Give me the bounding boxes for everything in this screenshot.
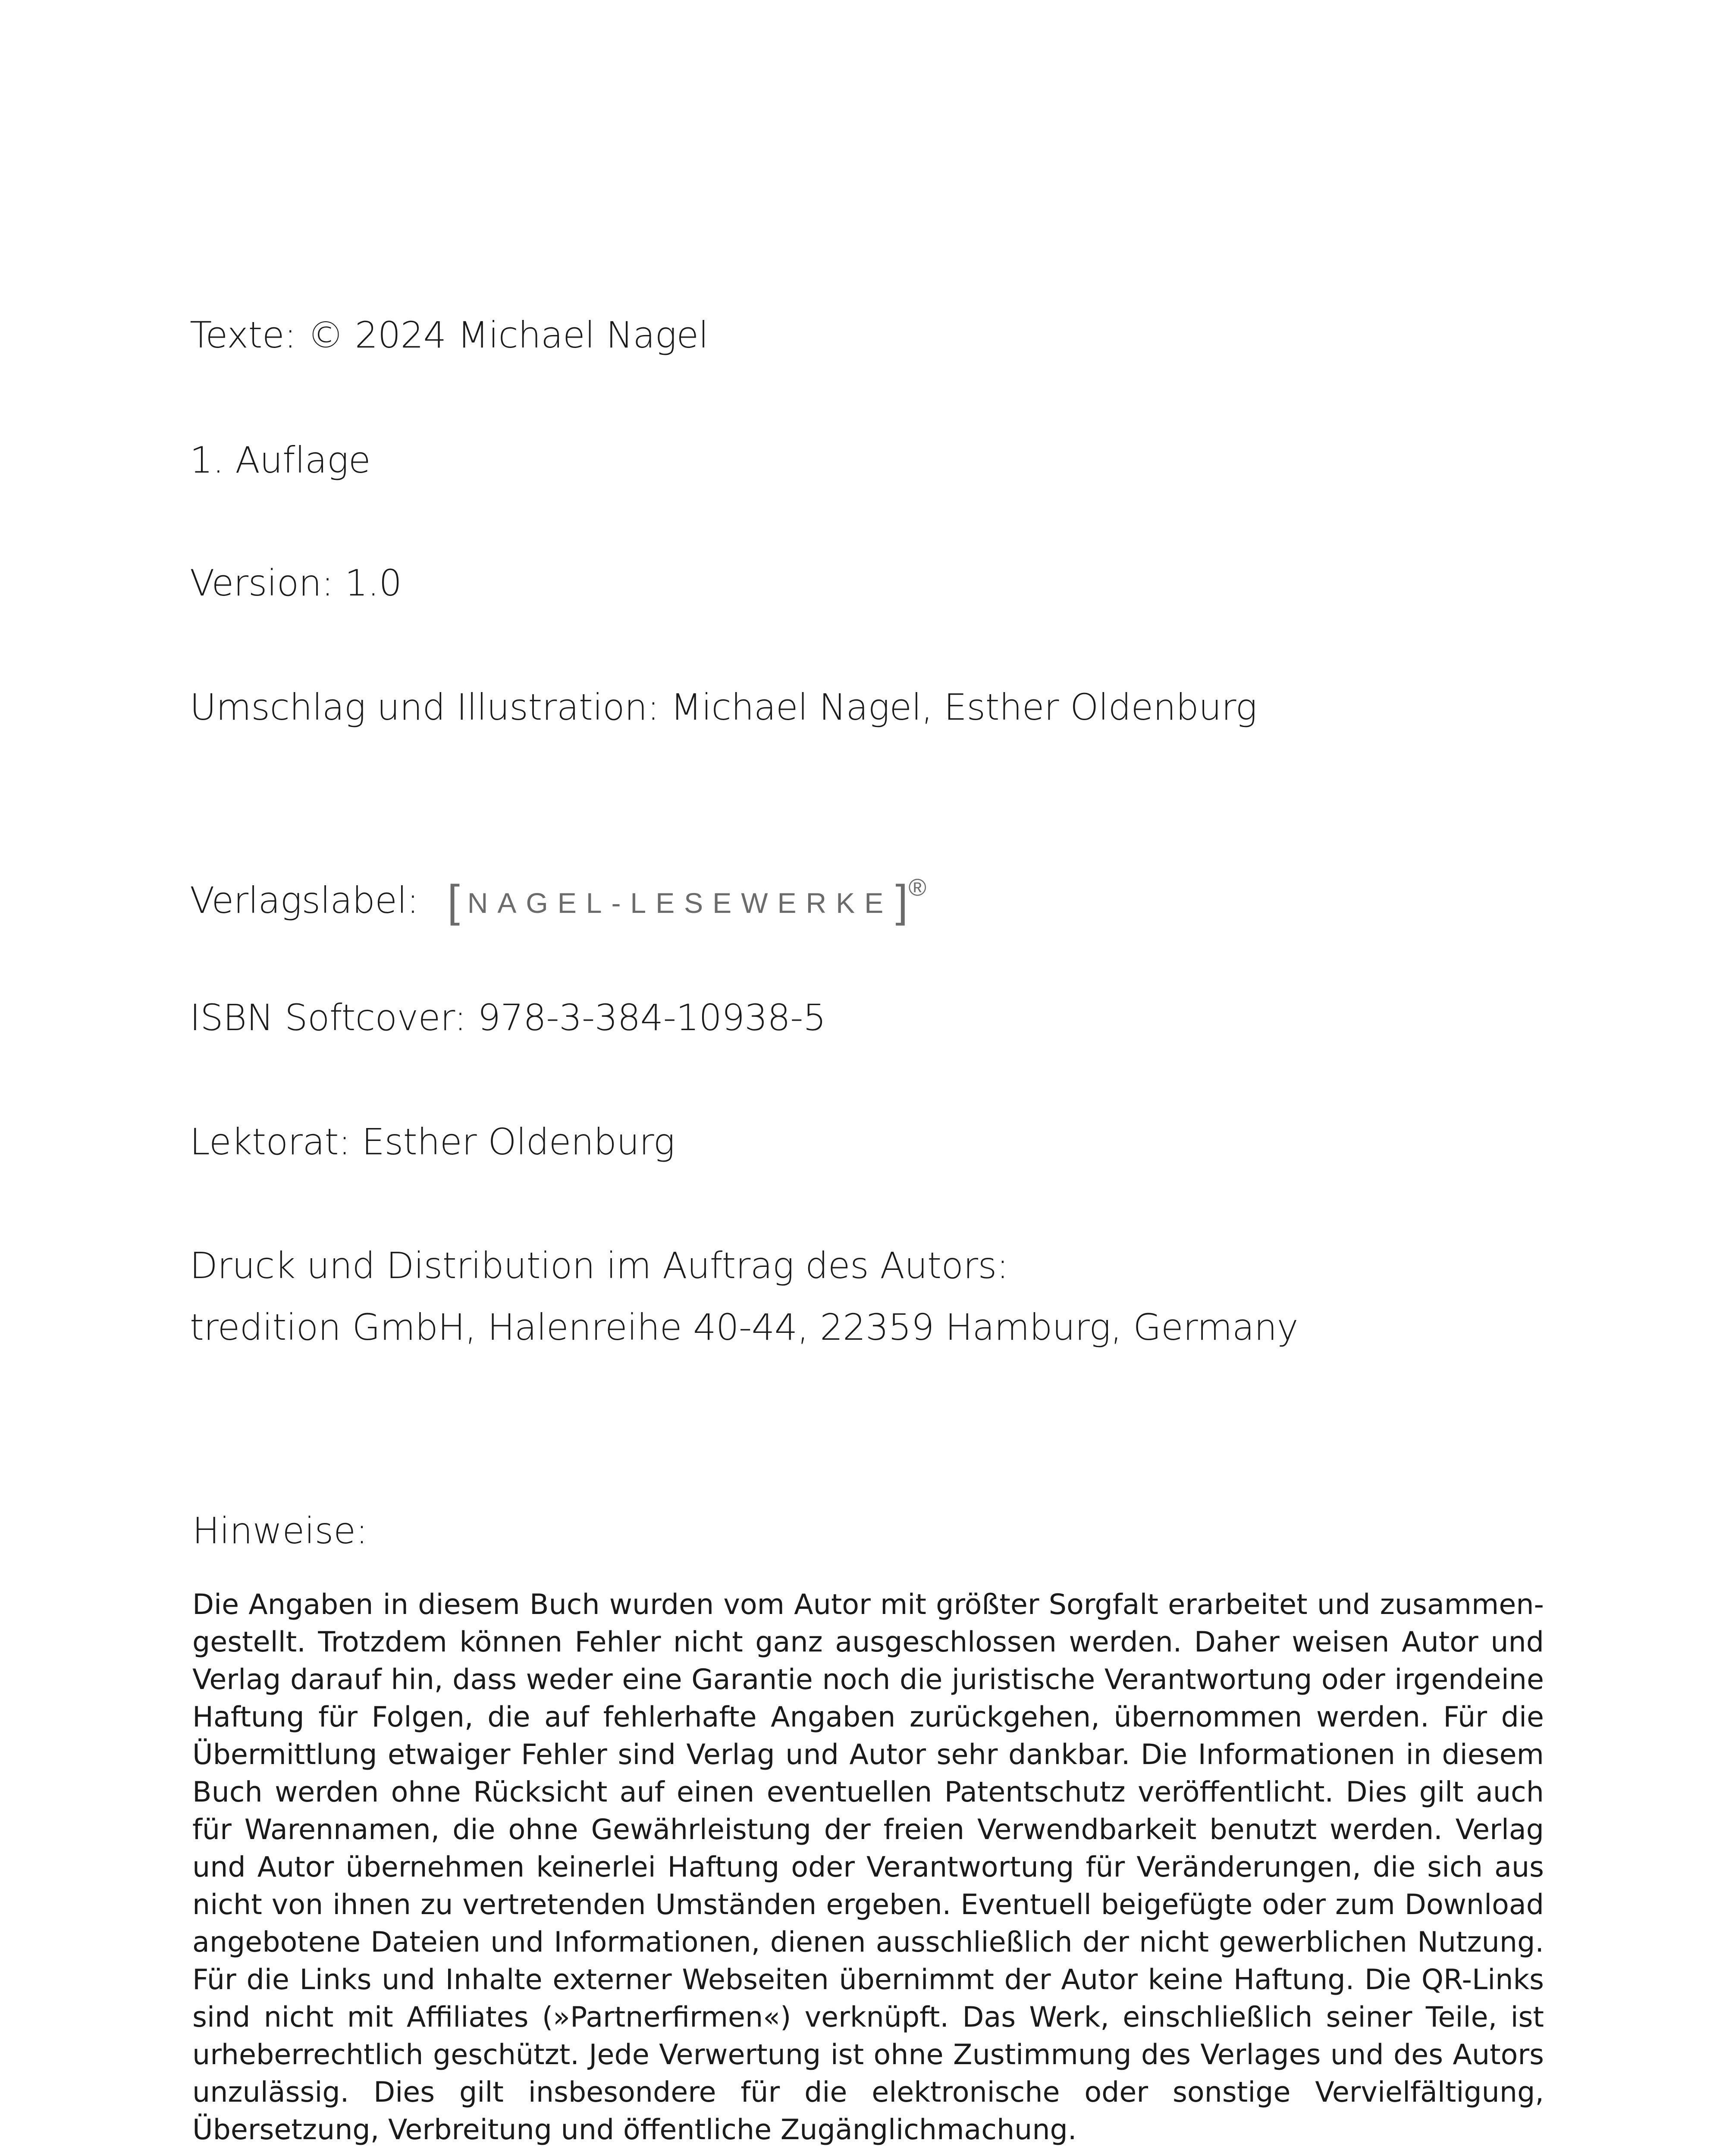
publisher-label-line xyxy=(190,874,926,926)
logo-bracket-close: ] xyxy=(895,876,908,926)
editor-line: Lektorat: Esther Oldenburg xyxy=(190,1121,675,1163)
copyright-line: Texte: © 2024 Michael Nagel xyxy=(190,314,709,356)
cover-illustration-line: Umschlag und Illustration: Michael Nagel, Esther Oldenburg xyxy=(190,686,1257,728)
publisher-label-prefix: Verlagslabel: xyxy=(190,879,419,921)
notes-body: Die Angaben in diesem Buch wurden vom Autor mit größter Sorgfalt erarbeitet und zusammengestellt. Trotzdem können Fehler nicht ganz ausgeschlossen werden. Daher weisen Autor und Verlag darauf hin, dass weder eine Garantie noch die juristische Verantwortung oder irgendeine Haftung für Folgen, die auf fehlerhafte Angaben zurückgehen, übernommen werden. Für die Übermittlung etwaiger Fehler sind Verlag und Autor sehr dankbar. Die Informationen in diesem Buch werden ohne Rücksicht auf einen eventuellen Patentschutz veröffentlicht. Dies gilt auch für Warennamen, die ohne Gewährleistung der freien Verwendbarkeit benutzt werden. Verlag und Autor übernehmen keinerlei Haftung oder Verantwortung für Veränderungen, die sich aus nicht von ihnen zu vertretenden Umständen ergeben. Eventuell beigefügte oder zum Download angebotene Dateien und Informationen, dienen ausschließlich der nicht gewerblichen Nutzung. Für die Links und Inhalte externer Webseiten übernimmt der Autor keine Haftung. Die QR-Links sind nicht mit Affiliates (»Partnerfirmen«) verknüpft. Das Werk, einschließlich seiner Teile, ist urheberrechtlich geschützt. Jede Verwertung ist ohne Zustimmung des Verlages und des Autors unzulässig. Dies gilt insbesondere für die elektronische oder sonstige Vervielfältigung, Übersetzung, Verbreitung und öffentliche Zugänglichmachung. xyxy=(192,1589,1544,2146)
notes-heading: Hinweise: xyxy=(192,1510,368,1552)
printing-line: Druck und Distribution im Auftrag des Autors: xyxy=(190,1244,1009,1287)
logo-bracket-open: [ xyxy=(447,876,460,926)
publisher-logo xyxy=(447,874,926,926)
version-line: Version: 1.0 xyxy=(190,562,402,604)
isbn-line: ISBN Softcover: 978-3-384-10938-5 xyxy=(190,997,826,1039)
registered-mark: ® xyxy=(908,874,926,901)
logo-name: NAGEL-LESEWERKE xyxy=(467,887,893,919)
edition-line: 1. Auflage xyxy=(190,439,371,481)
printer-address-line: tredition GmbH, Halenreihe 40-44, 22359 Hamburg, Germany xyxy=(190,1306,1298,1348)
